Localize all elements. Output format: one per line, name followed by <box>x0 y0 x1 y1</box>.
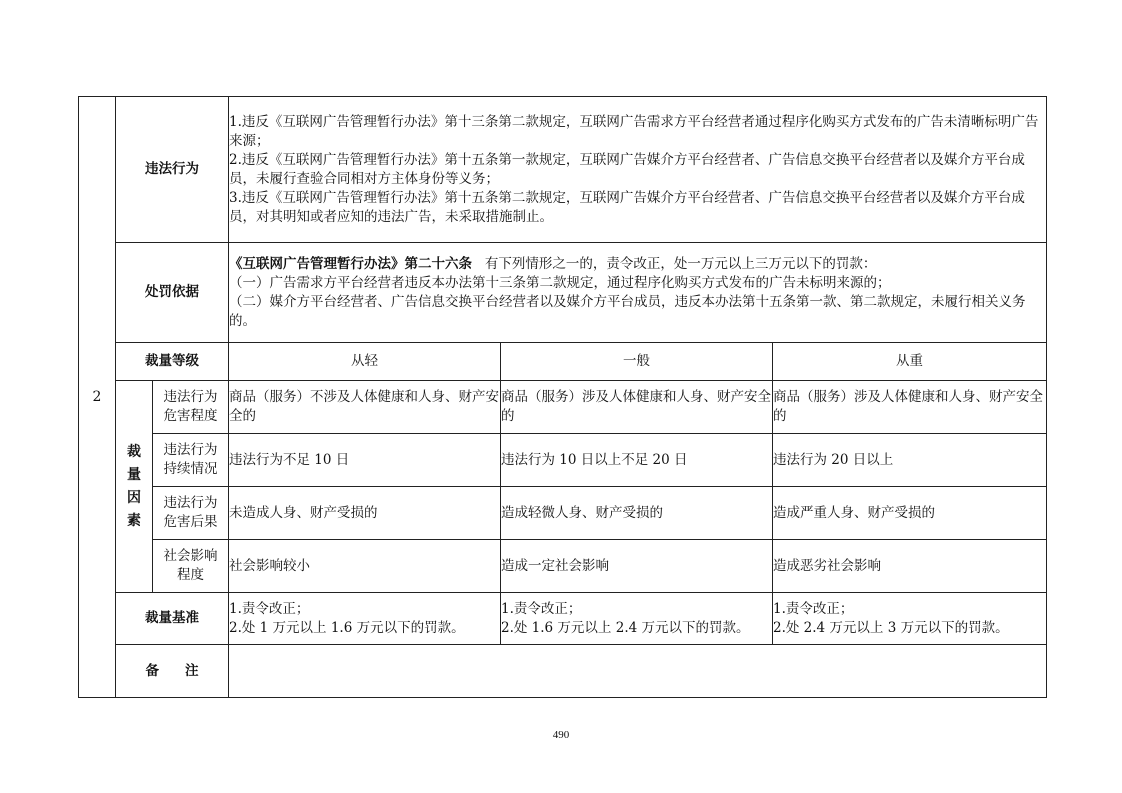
factors-label-char: 素 <box>127 512 141 529</box>
factor-cell-text: 未造成人身、财产受损的 <box>229 504 378 521</box>
basis-label: 处罚依据 <box>145 284 199 300</box>
factors-label-cell <box>116 381 153 593</box>
factor-cell-text: 违法行为 20 日以上 <box>773 451 894 468</box>
factor-cell <box>773 434 1047 487</box>
standard-line: 2.处 1.6 万元以上 2.4 万元以下的罚款。 <box>501 619 750 636</box>
factor-name-line: 程度 <box>177 567 204 583</box>
levels-label-cell <box>116 343 229 381</box>
factor-cell <box>501 381 773 434</box>
standard-cell <box>773 593 1047 645</box>
factor-name-line: 危害后果 <box>163 514 218 530</box>
factor-name-line: 违法行为 <box>163 389 218 405</box>
factor-cell <box>773 540 1047 593</box>
standard-line: 2.处 2.4 万元以上 3 万元以下的罚款。 <box>773 619 1009 636</box>
factor-name <box>153 381 229 434</box>
level-normal <box>501 343 773 381</box>
factor-cell <box>501 540 773 593</box>
factor-cell-text: 违法行为不足 10 日 <box>229 451 350 468</box>
factor-name-line: 违法行为 <box>163 442 218 458</box>
factor-cell <box>229 434 501 487</box>
standard-line: 1.责令改正； <box>229 600 310 617</box>
factor-name-line: 违法行为 <box>163 495 218 511</box>
standard-cell <box>501 593 773 645</box>
remarks-value <box>229 645 1047 698</box>
factor-cell <box>229 540 501 593</box>
factor-cell-text: 商品（服务）涉及人体健康和人身、财产安全的 <box>773 389 1043 424</box>
factors-label-char: 因 <box>127 489 141 506</box>
basis-intro: 有下列情形之一的，责令改正，处一万元以上三万元以下的罚款： <box>484 255 877 272</box>
basis-item: （二）媒介方平台经营者、广告信息交换平台经营者以及媒介方平台成员，违反本办法第十五条第一款、第二款规定，未履行相关义务的。 <box>229 293 1026 329</box>
factors-label-char: 量 <box>127 466 141 483</box>
row-number <box>79 97 116 698</box>
page-number: 490 <box>552 729 570 741</box>
basis-label-cell <box>116 243 229 343</box>
factor-name-line: 持续情况 <box>163 461 218 477</box>
factor-name-line: 危害程度 <box>163 408 218 424</box>
level-heavy-text: 从重 <box>896 353 923 369</box>
factor-name <box>153 434 229 487</box>
factor-name <box>153 487 229 540</box>
factor-cell <box>501 434 773 487</box>
factor-cell-text: 造成严重人身、财产受损的 <box>773 504 935 521</box>
factor-cell-text: 造成恶劣社会影响 <box>773 557 881 574</box>
violation-content <box>229 97 1047 243</box>
factor-cell-text: 商品（服务）涉及人体健康和人身、财产安全的 <box>501 389 771 424</box>
standard-label-cell <box>116 593 229 645</box>
standard-line: 2.处 1 万元以上 1.6 万元以下的罚款。 <box>229 619 465 636</box>
factor-name <box>153 540 229 593</box>
level-normal-text: 一般 <box>623 353 650 369</box>
remarks-label-cell <box>116 645 229 698</box>
penalty-discretion-table <box>78 96 1047 698</box>
level-heavy <box>773 343 1047 381</box>
level-light-text: 从轻 <box>351 353 378 369</box>
factor-cell-text: 商品（服务）不涉及人体健康和人身、财产安全的 <box>229 389 499 424</box>
standard-label: 裁量基准 <box>145 610 199 626</box>
factors-label-char: 裁 <box>127 443 141 460</box>
levels-label: 裁量等级 <box>145 353 199 369</box>
factor-cell-text: 社会影响较小 <box>229 557 310 574</box>
violation-line: 2.违反《互联网广告管理暂行办法》第十五条第一款规定，互联网广告媒介方平台经营者、广告信息交换平台经营者以及媒介方平台成员，未履行查验合同相对方主体身份等义务； <box>229 151 1025 187</box>
violation-line: 3.违反《互联网广告管理暂行办法》第十五条第二款规定，互联网广告媒介方平台经营者、广告信息交换平台经营者以及媒介方平台成员，对其明知或者应知的违法广告，未采取措施制止。 <box>229 189 1025 225</box>
factor-cell <box>773 487 1047 540</box>
factor-cell <box>501 487 773 540</box>
standard-line: 1.责令改正； <box>773 600 854 617</box>
level-light <box>229 343 501 381</box>
factor-cell <box>229 487 501 540</box>
factor-name-line: 社会影响 <box>163 548 218 564</box>
factor-cell-text: 违法行为 10 日以上不足 20 日 <box>501 451 688 468</box>
violation-label-cell <box>116 97 229 243</box>
basis-content <box>229 243 1047 343</box>
remarks-label-char: 注 <box>185 662 199 679</box>
factor-cell <box>773 381 1047 434</box>
factor-cell-text: 造成一定社会影响 <box>501 557 609 574</box>
factor-cell-text: 造成轻微人身、财产受损的 <box>501 504 663 521</box>
factor-cell <box>229 381 501 434</box>
row-number-text: 2 <box>92 388 102 405</box>
violation-label: 违法行为 <box>145 161 199 177</box>
standard-cell <box>229 593 501 645</box>
basis-item: （一）广告需求方平台经营者违反本办法第十三条第二款规定，通过程序化购买方式发布的广告未标明来源的； <box>229 274 891 291</box>
violation-line: 1.违反《互联网广告管理暂行办法》第十三条第二款规定，互联网广告需求方平台经营者通过程序化购买方式发布的广告未清晰标明广告来源； <box>229 113 1039 149</box>
remarks-label-char: 备 <box>145 662 159 679</box>
basis-first-line <box>229 255 1046 274</box>
basis-title: 《互联网广告管理暂行办法》第二十六条 <box>229 255 472 272</box>
standard-line: 1.责令改正； <box>501 600 582 617</box>
